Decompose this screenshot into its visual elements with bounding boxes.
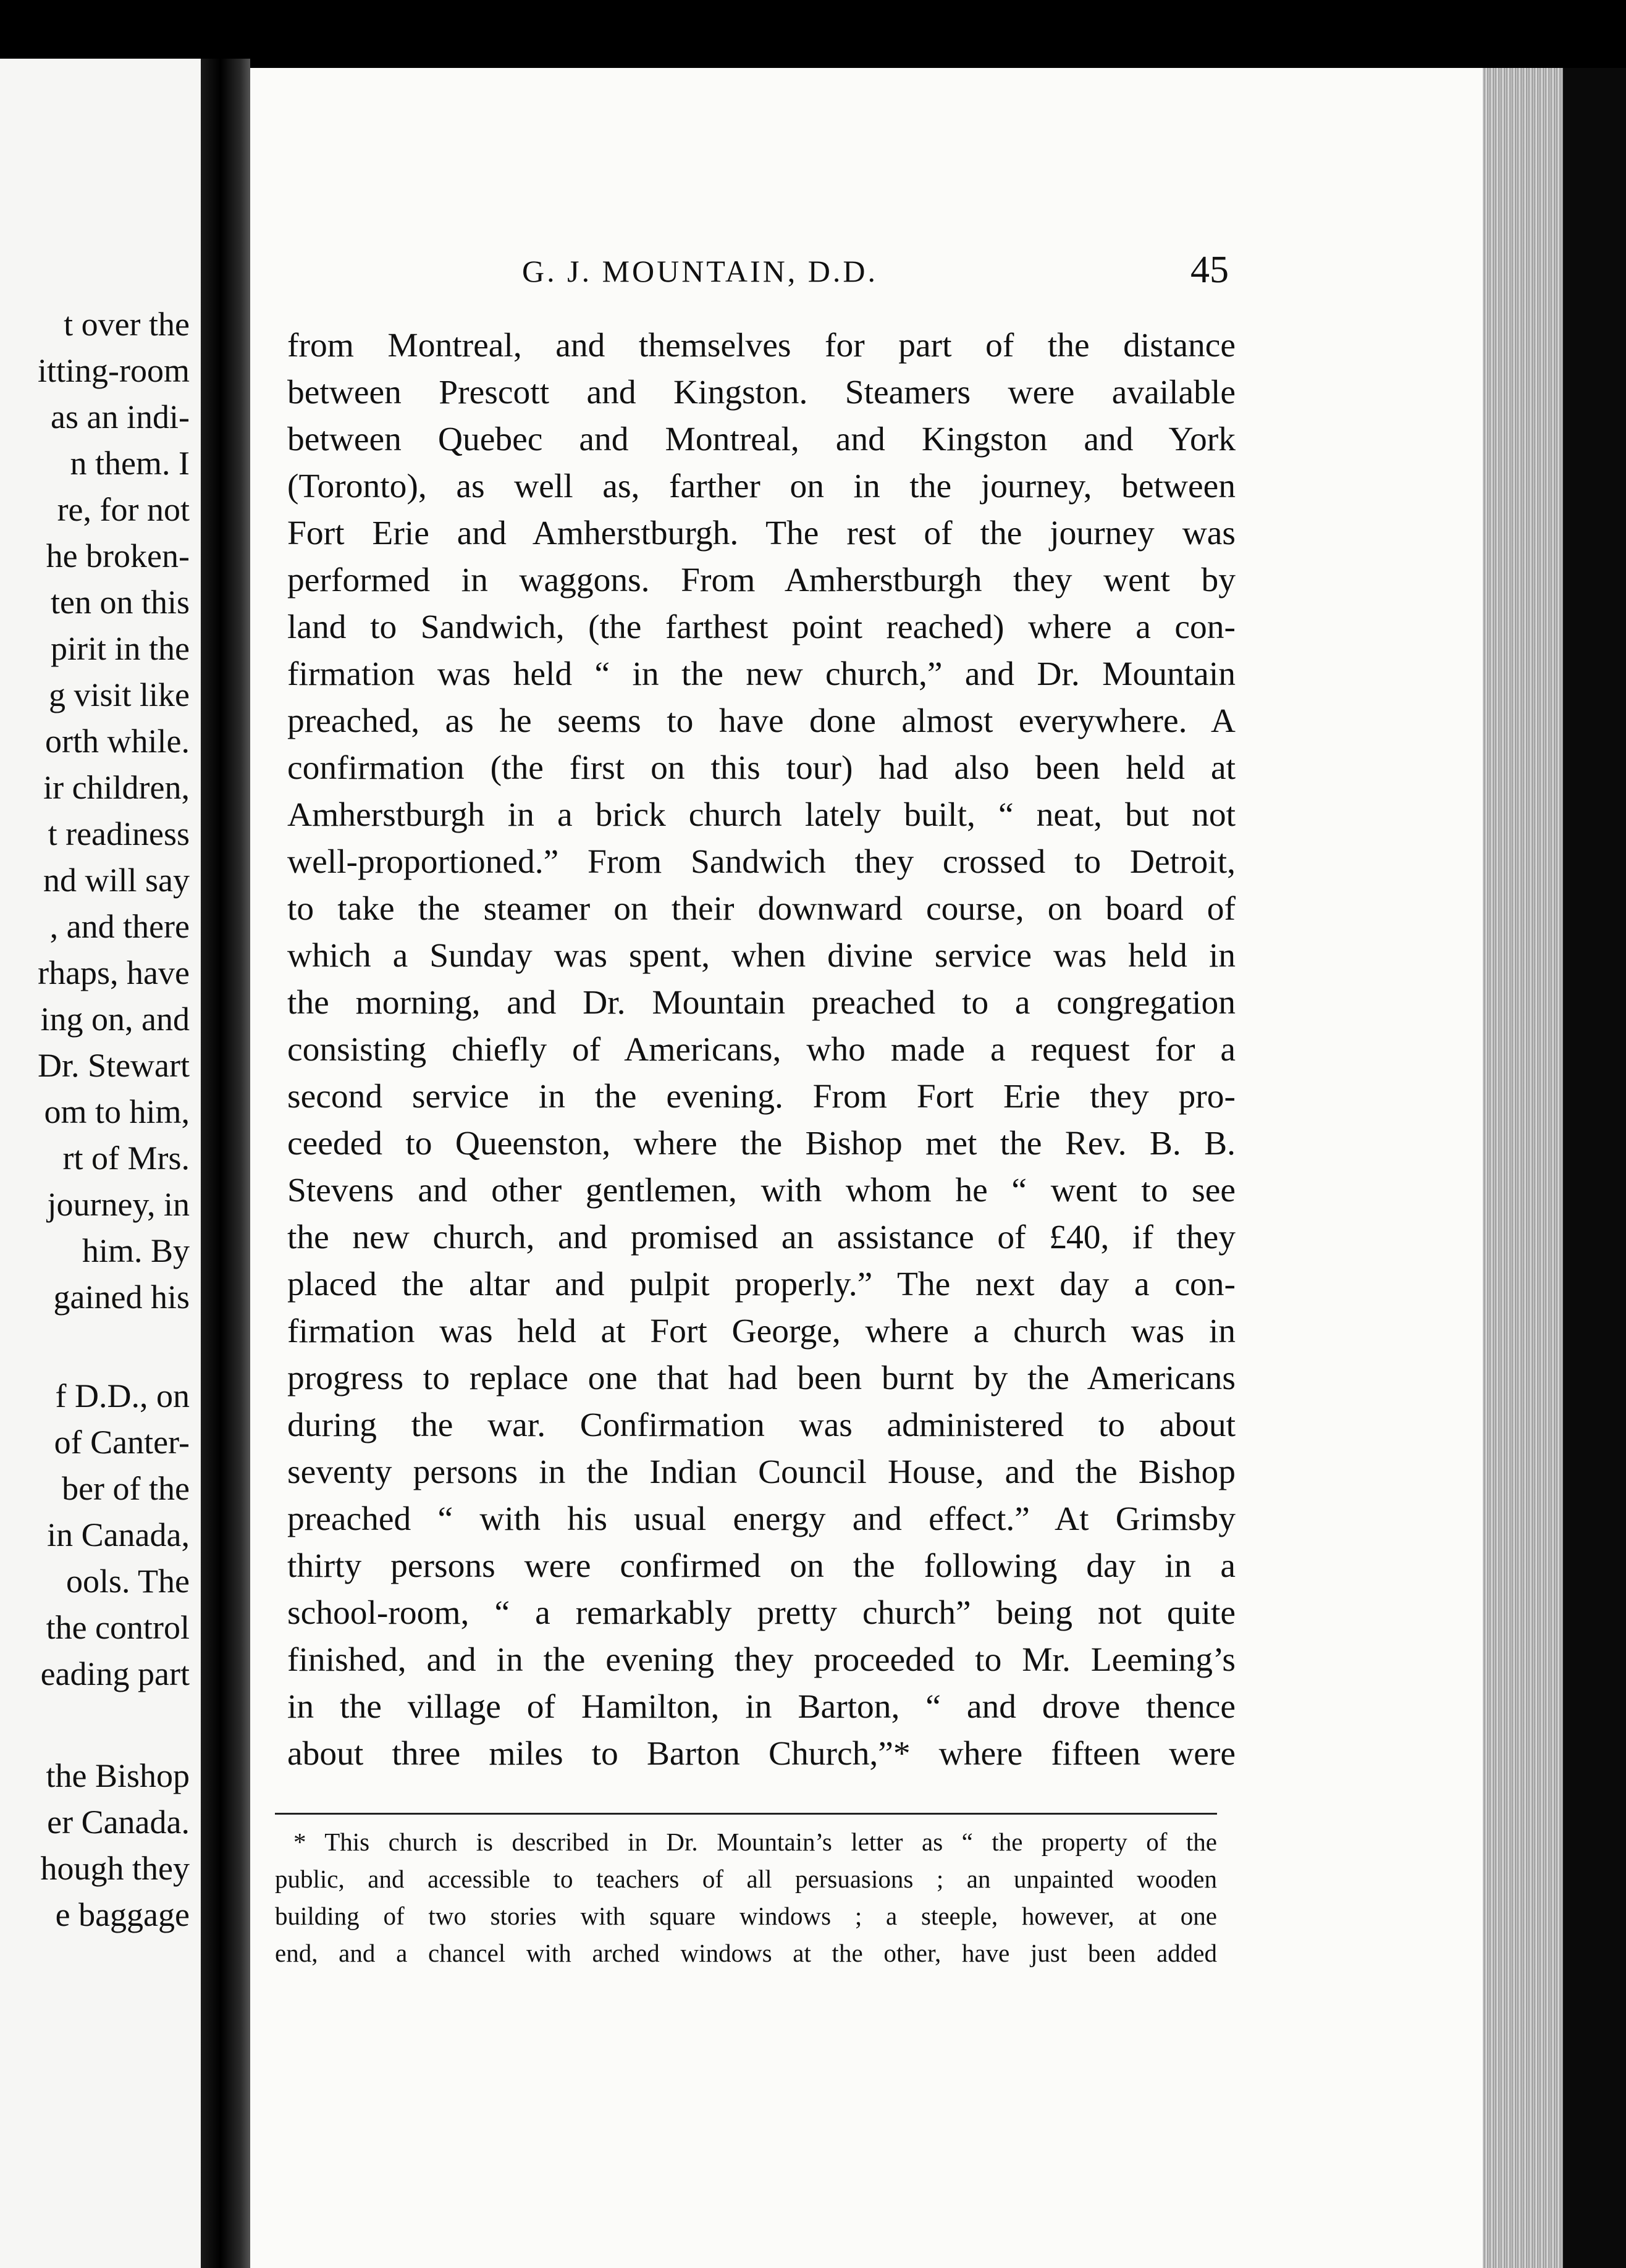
running-title: G. J. MOUNTAIN, D.D. <box>522 254 878 288</box>
body-line: well-proportioned.” From Sandwich they crossed to Detroit, <box>287 843 1236 881</box>
body-line: Amherstburgh in a brick church lately built, “ neat, but not <box>287 796 1236 834</box>
page-edges <box>1483 68 1563 2268</box>
left-line: eading part <box>40 1655 190 1692</box>
body-line: performed in waggons. From Amherstburgh they went by <box>287 561 1236 599</box>
body-line: during the war. Confirmation was administered to about <box>287 1406 1236 1444</box>
left-line: om to him, <box>44 1093 190 1130</box>
left-line: in Canada, <box>47 1516 190 1553</box>
left-line: pirit in the <box>51 630 190 667</box>
body-line: progress to replace one that had been burnt by the Americans <box>287 1359 1236 1397</box>
footnote-line: public, and accessible to teachers of all persuasions ; an unpainted wooden <box>275 1865 1217 1893</box>
left-line: orth while. <box>45 723 190 760</box>
left-line: him. By <box>82 1232 190 1269</box>
footnote-line: * This church is described in Dr. Mountain’s letter as “ the property of the <box>293 1828 1217 1856</box>
body-line: preached “ with his usual energy and effect.” At Grimsby <box>287 1500 1236 1538</box>
body-line: second service in the evening. From Fort Erie they pro- <box>287 1078 1236 1115</box>
left-line: re, for not <box>57 491 190 528</box>
left-line: itting-room <box>38 352 190 389</box>
left-line: ber of the <box>62 1470 190 1507</box>
body-line: Stevens and other gentlemen, with whom he “ went to see <box>287 1172 1236 1209</box>
left-line: ir children, <box>43 769 190 806</box>
body-line: ceeded to Queenston, where the Bishop met the Rev. B. B. <box>287 1125 1236 1162</box>
left-line: rt of Mrs. <box>62 1140 190 1177</box>
left-line: gained his <box>53 1279 190 1316</box>
left-line: nd will say <box>43 862 190 899</box>
left-line: hough they <box>40 1850 190 1887</box>
body-line: (Toronto), as well as, farther on in the journey, between <box>287 468 1236 505</box>
left-line: the control <box>46 1609 190 1646</box>
body-line: thirty persons were confirmed on the following day in a <box>287 1547 1236 1585</box>
body-line: from Montreal, and themselves for part of the distance <box>287 327 1236 364</box>
left-line: er Canada. <box>47 1804 190 1841</box>
left-line: of Canter- <box>54 1424 190 1461</box>
body-line: to take the steamer on their downward course, on board of <box>287 890 1236 928</box>
footnote-line: end, and a chancel with arched windows at the other, have just been added <box>275 1939 1217 1967</box>
left-line: ools. The <box>66 1563 190 1600</box>
left-line: rhaps, have <box>38 954 190 991</box>
body-line: preached, as he seems to have done almost everywhere. A <box>287 702 1236 740</box>
body-line: firmation was held at Fort George, where a church was in <box>287 1312 1236 1350</box>
left-line: f D.D., on <box>55 1377 190 1414</box>
book-gutter <box>201 59 250 2268</box>
body-line: placed the altar and pulpit properly.” The next day a con- <box>287 1266 1236 1303</box>
body-line: which a Sunday was spent, when divine service was held in <box>287 937 1236 975</box>
left-page <box>0 59 201 2268</box>
left-line: t over the <box>64 306 190 343</box>
left-line: ing on, and <box>40 1001 190 1038</box>
body-line: firmation was held “ in the new church,” and Dr. Mountain <box>287 655 1236 693</box>
left-line: he broken- <box>46 537 190 574</box>
left-line: e baggage <box>55 1896 190 1933</box>
body-line: between Prescott and Kingston. Steamers were available <box>287 374 1236 411</box>
left-line: journey, in <box>47 1186 190 1223</box>
body-line: land to Sandwich, (the farthest point reached) where a con- <box>287 608 1236 646</box>
body-line: confirmation (the first on this tour) had also been held at <box>287 749 1236 787</box>
body-line: Fort Erie and Amherstburgh. The rest of the journey was <box>287 514 1236 552</box>
left-line: n them. I <box>70 445 190 482</box>
footnote-rule <box>275 1813 1217 1815</box>
body-line: about three miles to Barton Church,”* where fifteen were <box>287 1735 1236 1773</box>
body-line: finished, and in the evening they proceeded to Mr. Leeming’s <box>287 1641 1236 1679</box>
left-line: the Bishop <box>46 1757 190 1794</box>
book-edge-shadow <box>1563 68 1626 2268</box>
footnote-line: building of two stories with square windows ; a steeple, however, at one <box>275 1902 1217 1930</box>
left-line: g visit like <box>49 676 190 713</box>
body-line: consisting chiefly of Americans, who made a request for a <box>287 1031 1236 1069</box>
body-line: in the village of Hamilton, in Barton, “ and drove thence <box>287 1688 1236 1726</box>
left-line: t readiness <box>48 815 190 852</box>
page-number: 45 <box>1190 249 1229 291</box>
left-line: Dr. Stewart <box>38 1047 190 1084</box>
left-line: as an indi- <box>51 398 190 435</box>
left-line: ten on this <box>51 584 190 621</box>
body-line: between Quebec and Montreal, and Kingston and York <box>287 421 1236 458</box>
body-line: the new church, and promised an assistance of £40, if they <box>287 1219 1236 1256</box>
left-line: , and there <box>49 908 190 945</box>
body-line: the morning, and Dr. Mountain preached to a congregation <box>287 984 1236 1022</box>
body-line: seventy persons in the Indian Council House, and the Bishop <box>287 1453 1236 1491</box>
body-line: school-room, “ a remarkably pretty church” being not quite <box>287 1594 1236 1632</box>
